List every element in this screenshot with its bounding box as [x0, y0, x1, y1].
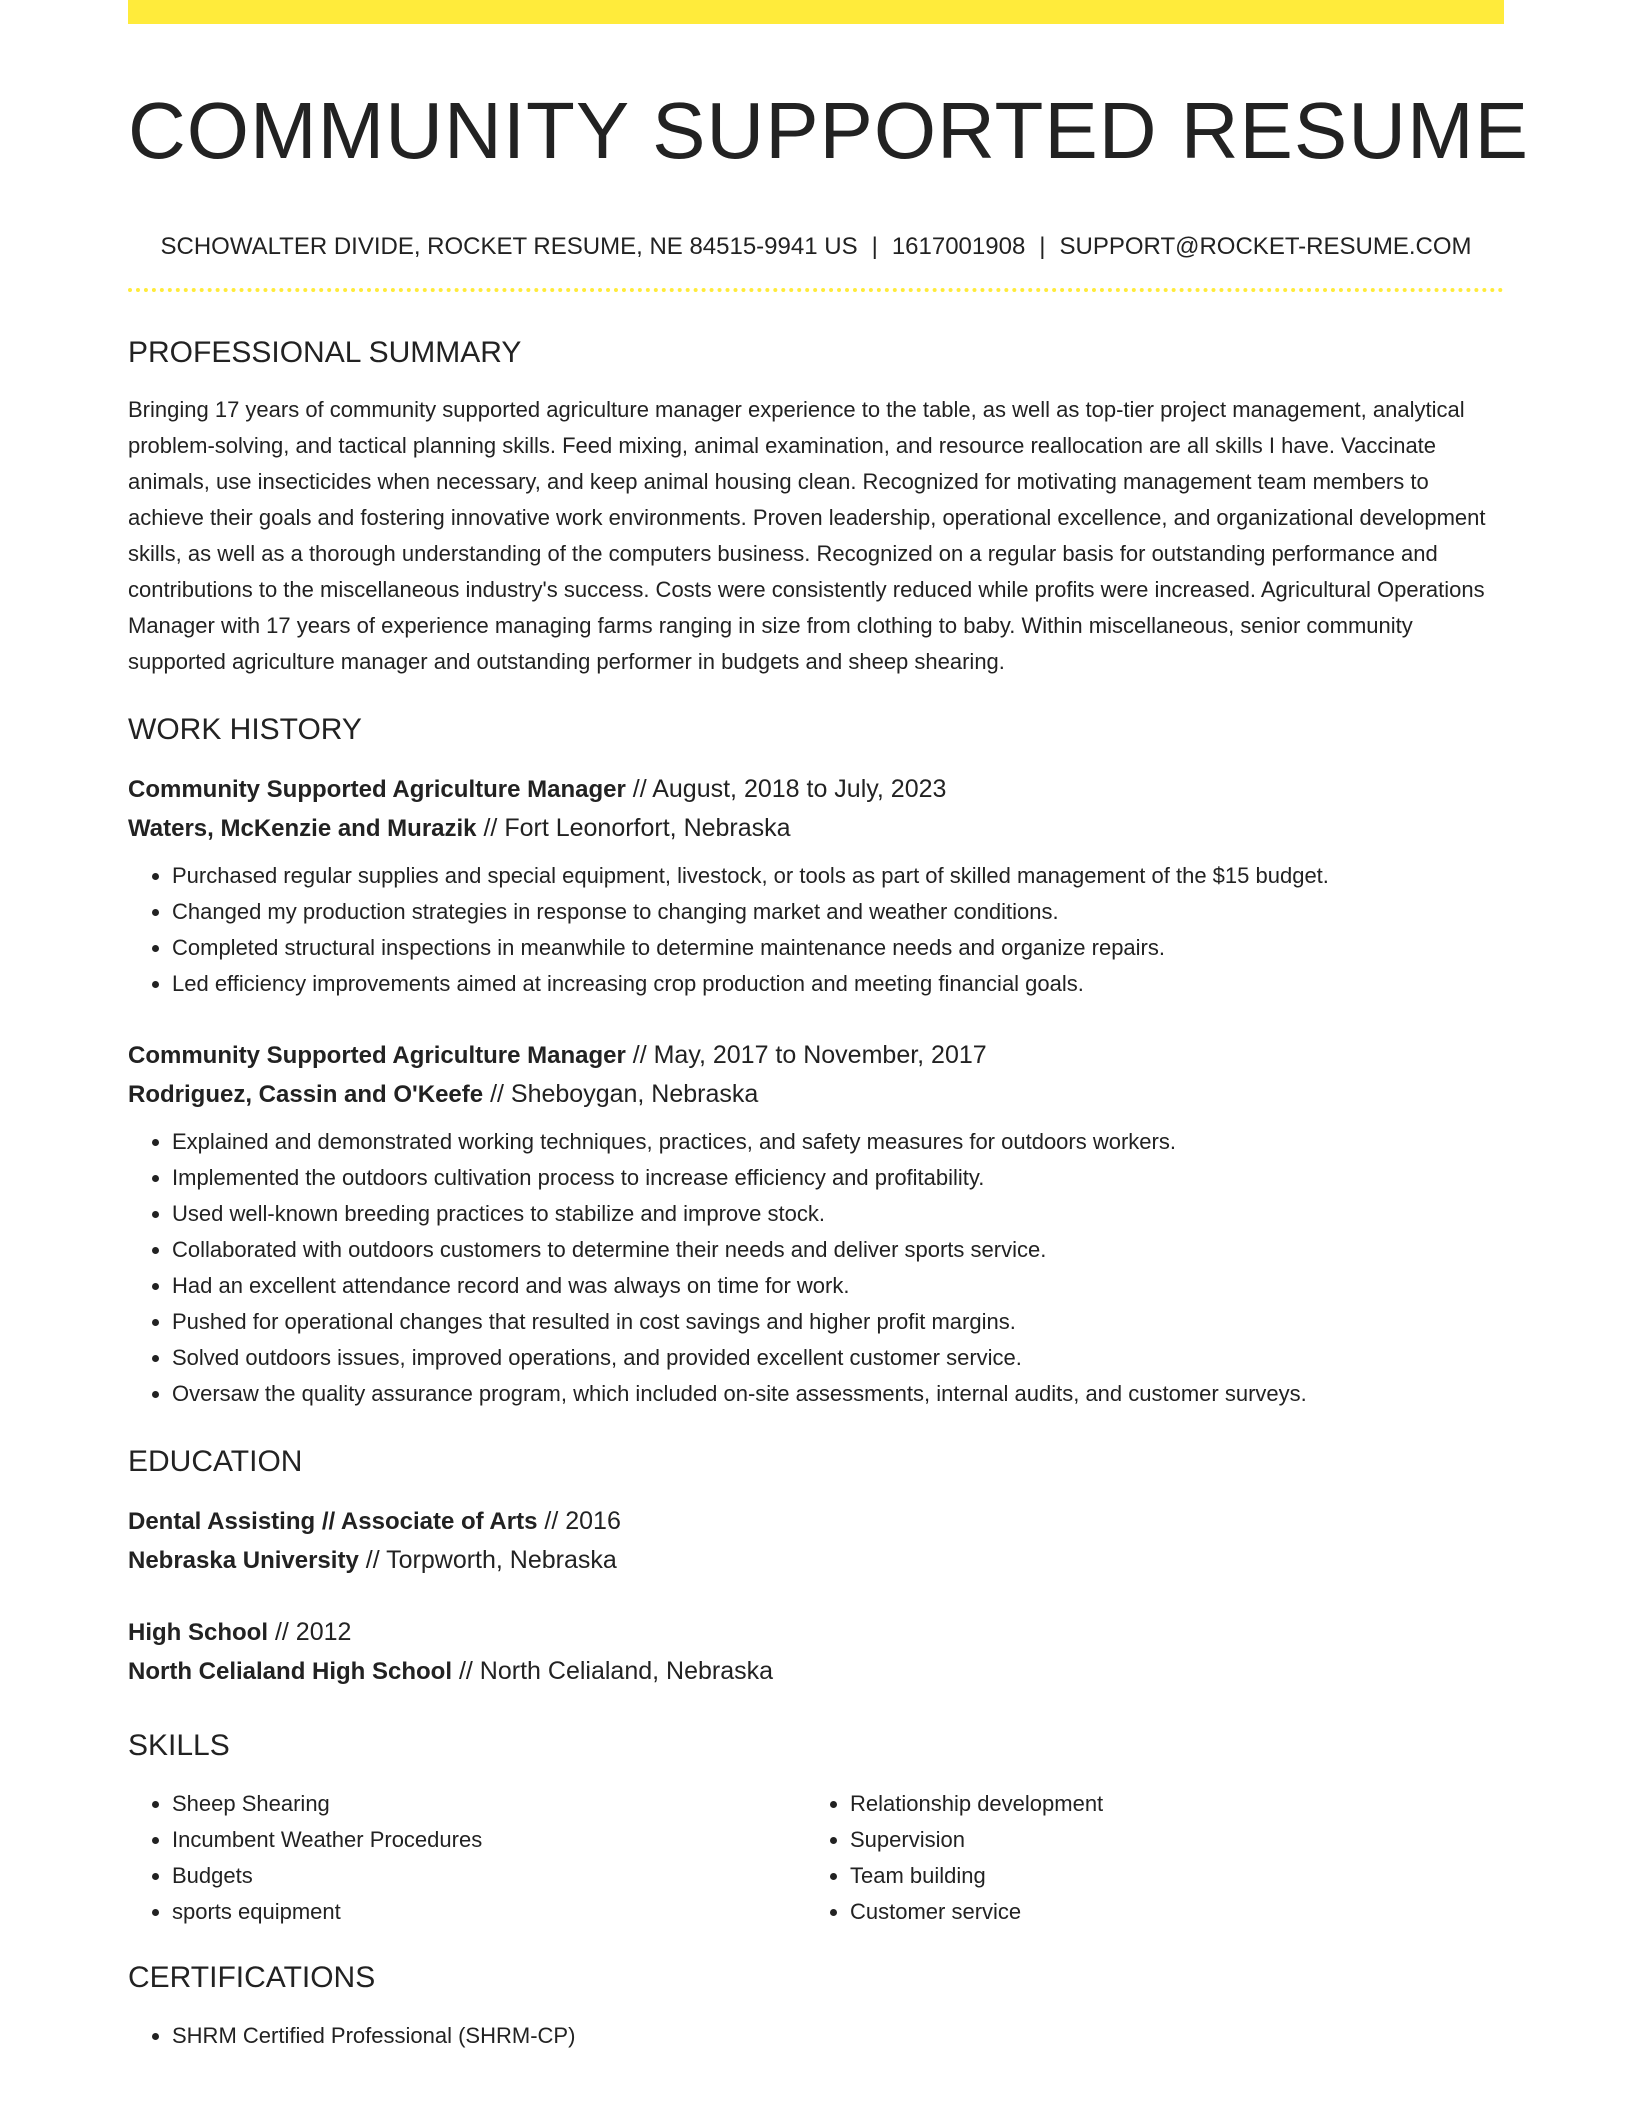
contact-address: SCHOWALTER DIVIDE, ROCKET RESUME, NE 84515-9941 US [160, 233, 858, 260]
job-company: Waters, McKenzie and Murazik [128, 815, 477, 842]
job-bullets [128, 1124, 1504, 1412]
certifications-list [128, 2018, 1504, 2054]
contact-separator: | [1039, 233, 1046, 260]
job-bullet: • Implemented the outdoors cultivation process to increase efficiency and profitability. [172, 1160, 1504, 1196]
education-year: // 2012 [274, 1618, 352, 1646]
resume-page [128, 0, 1529, 2112]
job-role-line [128, 770, 1504, 809]
skill-item: • Incumbent Weather Procedures [172, 1822, 806, 1858]
education-degree-line [128, 1502, 1504, 1541]
job-location: // Sheboygan, Nebraska [490, 1080, 759, 1108]
job-role-line [128, 1036, 1504, 1075]
contact-separator: | [871, 233, 878, 260]
job-bullet: • Solved outdoors issues, improved operations, and provided excellent customer service. [172, 1340, 1504, 1376]
job-role: Community Supported Agriculture Manager [128, 1042, 626, 1069]
job-bullet: • Explained and demonstrated working techniques, practices, and safety measures for outdoors workers. [172, 1124, 1504, 1160]
job-company-line [128, 1075, 1504, 1114]
resume-name: COMMUNITY SUPPORTED RESUME [128, 86, 1529, 175]
job-bullet: • Pushed for operational changes that resulted in cost savings and higher profit margins. [172, 1304, 1504, 1340]
job-location: // Fort Leonorfort, Nebraska [483, 814, 791, 842]
job-entry [128, 770, 1504, 1002]
education-degree: High School [128, 1619, 268, 1646]
certifications-heading: CERTIFICATIONS [128, 1961, 376, 1994]
work-history-heading: WORK HISTORY [128, 713, 362, 746]
job-dates: // May, 2017 to November, 2017 [632, 1041, 987, 1069]
education-location: // North Celialand, Nebraska [458, 1657, 774, 1685]
job-bullets [128, 858, 1504, 1002]
job-company: Rodriguez, Cassin and O'Keefe [128, 1081, 484, 1108]
contact-phone: 1617001908 [891, 233, 1026, 260]
certification-item: • SHRM Certified Professional (SHRM-CP) [172, 2018, 1504, 2054]
job-company-line [128, 809, 1504, 848]
education-heading: EDUCATION [128, 1445, 303, 1478]
contact-email: SUPPORT@ROCKET-RESUME.COM [1059, 233, 1472, 260]
job-bullet: • Completed structural inspections in meanwhile to determine maintenance needs and organize repairs. [172, 930, 1504, 966]
education-location: // Torpworth, Nebraska [365, 1546, 617, 1574]
accent-top-bar [128, 0, 1504, 24]
skill-item: • Supervision [850, 1822, 1484, 1858]
education-school-line [128, 1652, 1504, 1691]
job-entry [128, 1036, 1504, 1412]
summary-text: Bringing 17 years of community supported agriculture manager experience to the table, as well as top-tier project management, analytical problem-solving, and tactical planning skills. Feed mixing, animal examination, and resource reallocation are all skills I have. Vaccinate animals, use insecticides when necessary, and keep animal housing clean. Recognized for motivating management team members to achieve their goals and fostering innovative work environments. Proven leadership, operational excellence, and organizational development skills, as well as a thorough understanding of the computers business. Recognized on a regular basis for outstanding performance and contributions to the miscellaneous industry's success. Costs were consistently reduced while profits were increased. Agricultural Operations Manager with 17 years of experience managing farms ranging in size from clothing to baby. Within miscellaneous, senior community supported agriculture manager and outstanding performer in budgets and sheep shearing. [128, 397, 1486, 674]
education-year: // 2016 [544, 1507, 621, 1535]
job-bullet: • Had an excellent attendance record and was always on time for work. [172, 1268, 1504, 1304]
education-entry [128, 1502, 1504, 1580]
skills-heading: SKILLS [128, 1729, 230, 1762]
skills-grid [128, 1786, 1504, 1930]
skill-item: • Relationship development [850, 1786, 1484, 1822]
skill-item: • sports equipment [172, 1894, 806, 1930]
job-bullet: • Led efficiency improvements aimed at increasing crop production and meeting financial goals. [172, 966, 1504, 1002]
job-bullet: • Collaborated with outdoors customers to determine their needs and deliver sports service. [172, 1232, 1504, 1268]
education-school-line [128, 1541, 1504, 1580]
job-bullet: • Purchased regular supplies and special equipment, livestock, or tools as part of skilled management of the $15 budget. [172, 858, 1504, 894]
job-bullet: • Changed my production strategies in response to changing market and weather conditions. [172, 894, 1504, 930]
education-degree-line [128, 1613, 1504, 1652]
skill-item: • Team building [850, 1858, 1484, 1894]
education-entry [128, 1613, 1504, 1691]
education-school: North Celialand High School [128, 1658, 453, 1685]
contact-line [128, 233, 1504, 261]
job-dates: // August, 2018 to July, 2023 [632, 775, 947, 803]
job-bullet: • Oversaw the quality assurance program, which included on-site assessments, internal audits, and customer surveys. [172, 1376, 1504, 1412]
skill-item: • Customer service [850, 1894, 1484, 1930]
education-degree: Dental Assisting // Associate of Arts [128, 1508, 538, 1535]
job-role: Community Supported Agriculture Manager [128, 776, 626, 803]
summary-heading: PROFESSIONAL SUMMARY [128, 336, 522, 369]
skill-item: • Budgets [172, 1858, 806, 1894]
skill-item: • Sheep Shearing [172, 1786, 806, 1822]
education-school: Nebraska University [128, 1547, 359, 1574]
job-bullet: • Used well-known breeding practices to stabilize and improve stock. [172, 1196, 1504, 1232]
skills-column-left [128, 1786, 806, 1930]
skills-column-right [806, 1786, 1484, 1930]
header-divider [128, 288, 1504, 292]
